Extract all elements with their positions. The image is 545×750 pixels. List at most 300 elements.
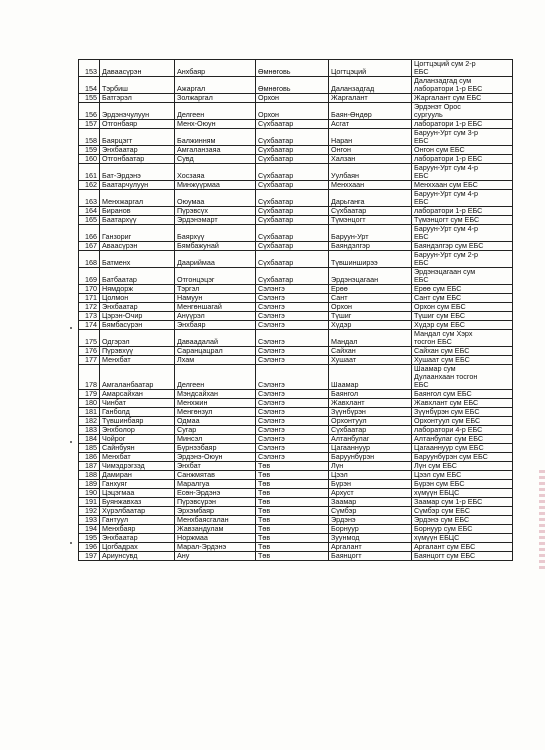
- sum-name: Мандал: [329, 330, 412, 347]
- school-name-line: Дулаанхаан тосгон: [414, 372, 478, 381]
- sum-name: Цагааннуур: [329, 444, 412, 453]
- school-name: [412, 480, 513, 489]
- student-name: Биранов: [100, 207, 175, 216]
- row-number: 192: [79, 507, 100, 516]
- parent-name: Санжмятав: [175, 471, 256, 480]
- student-name: Нямдорж: [100, 285, 175, 294]
- school-name-line: Эрдэнэ сум ЕБС: [414, 515, 470, 524]
- table-row: [79, 103, 513, 120]
- scan-speck: [70, 327, 72, 329]
- row-number: 184: [79, 435, 100, 444]
- row-number: 173: [79, 312, 100, 321]
- student-name: Менхжаргал: [100, 190, 175, 207]
- aimag-name: Сэлэнгэ: [256, 356, 329, 365]
- student-name: Энхбаатар: [100, 534, 175, 543]
- row-number: 154: [79, 77, 100, 94]
- sum-name: Уулбаян: [329, 164, 412, 181]
- parent-name: Менгөншагай: [175, 303, 256, 312]
- school-name-line: ЕБС: [414, 136, 429, 145]
- sum-name: Лүн: [329, 462, 412, 471]
- parent-name: Менгөнзул: [175, 408, 256, 417]
- student-name: Цолмон: [100, 294, 175, 303]
- row-number: 162: [79, 181, 100, 190]
- student-name: Батменх: [100, 251, 175, 268]
- student-name: Батгэрэл: [100, 94, 175, 103]
- school-name-line: Борнуур сум ЕБС: [414, 524, 473, 533]
- sum-name: Ерөө: [329, 285, 412, 294]
- table-row: [79, 242, 513, 251]
- aimag-name: Сүхбаатар: [256, 242, 329, 251]
- row-number: 167: [79, 242, 100, 251]
- school-name-line: сургууль: [414, 110, 443, 119]
- school-name-line: Зүүнбүрэн сум ЕБС: [414, 407, 480, 416]
- sum-name: Орхон: [329, 303, 412, 312]
- school-name: [412, 534, 513, 543]
- school-name: [412, 356, 513, 365]
- table-row: [79, 330, 513, 347]
- parent-name: Золжаргал: [175, 94, 256, 103]
- row-number: 181: [79, 408, 100, 417]
- sum-name: Баруун-Урт: [329, 225, 412, 242]
- row-number: 176: [79, 347, 100, 356]
- student-name: Түвшинбаяр: [100, 417, 175, 426]
- row-number: 164: [79, 207, 100, 216]
- student-name: Дамиран: [100, 471, 175, 480]
- school-name: [412, 552, 513, 561]
- sum-name: Орхонтуул: [329, 417, 412, 426]
- table-row: [79, 251, 513, 268]
- table-row: [79, 525, 513, 534]
- aimag-name: Төв: [256, 489, 329, 498]
- school-name-line: Мандал сум Хэрх: [414, 329, 473, 338]
- row-number: 188: [79, 471, 100, 480]
- school-name-line: Аргалант сум ЕБС: [414, 542, 476, 551]
- school-name-line: Хүдэр сум ЕБС: [414, 320, 465, 329]
- aimag-name: Төв: [256, 480, 329, 489]
- parent-name: Отгонцэцэг: [175, 268, 256, 285]
- school-name: [412, 399, 513, 408]
- sum-name: Наран: [329, 129, 412, 146]
- school-name: [412, 190, 513, 207]
- school-name-line: Баруун-Урт сум 4-р: [414, 163, 478, 172]
- parent-name: Сугар: [175, 426, 256, 435]
- school-name: [412, 120, 513, 129]
- school-name-line: Эрдэнэцагаан сум: [414, 267, 476, 276]
- school-name-line: Цагааннуур сум ЕБС: [414, 443, 484, 452]
- school-name: [412, 462, 513, 471]
- parent-name: Бямбажунай: [175, 242, 256, 251]
- parent-name: Энхбаяр: [175, 321, 256, 330]
- school-name: [412, 330, 513, 347]
- school-name: [412, 225, 513, 242]
- sum-name: Сүхбаатар: [329, 426, 412, 435]
- student-name: Пүрэвхүү: [100, 347, 175, 356]
- student-name: Цэцэгмаа: [100, 489, 175, 498]
- school-name-line: Даланзадгад сум: [414, 76, 472, 85]
- aimag-name: Сэлэнгэ: [256, 347, 329, 356]
- parent-name: Балжинням: [175, 129, 256, 146]
- school-name-line: Баруун-Урт сум 4-р: [414, 189, 478, 198]
- sum-name: Даланзадгад: [329, 77, 412, 94]
- school-name-line: ЕБС: [414, 258, 429, 267]
- school-name-line: Менххаан сум ЕБС: [414, 180, 478, 189]
- sum-name: Жаргалант: [329, 94, 412, 103]
- sum-name: Эрдэнэцагаан: [329, 268, 412, 285]
- row-number: 190: [79, 489, 100, 498]
- school-name: [412, 408, 513, 417]
- school-name-line: лаборатори 1-р ЕБС: [414, 84, 483, 93]
- row-number: 178: [79, 365, 100, 390]
- sum-name: Сүмбэр: [329, 507, 412, 516]
- school-name: [412, 365, 513, 390]
- sum-name: Баянгол: [329, 390, 412, 399]
- school-name: [412, 543, 513, 552]
- row-number: 197: [79, 552, 100, 561]
- row-number: 153: [79, 60, 100, 77]
- school-name: [412, 242, 513, 251]
- aimag-name: Төв: [256, 498, 329, 507]
- sum-name: Баянцогт: [329, 552, 412, 561]
- student-name: Тэрбиш: [100, 77, 175, 94]
- school-name: [412, 285, 513, 294]
- school-name-line: Ерөө сум ЕБС: [414, 284, 462, 293]
- row-number: 189: [79, 480, 100, 489]
- row-number: 170: [79, 285, 100, 294]
- row-number: 174: [79, 321, 100, 330]
- parent-name: Анхбаяр: [175, 60, 256, 77]
- student-name: Ганхуяг: [100, 480, 175, 489]
- student-name: Баярцэгт: [100, 129, 175, 146]
- aimag-name: Сүхбаатар: [256, 268, 329, 285]
- aimag-name: Сэлэнгэ: [256, 303, 329, 312]
- school-name-line: ЕБС: [414, 275, 429, 284]
- student-name: Менхбаяр: [100, 525, 175, 534]
- aimag-name: Сүхбаатар: [256, 155, 329, 164]
- row-number: 158: [79, 129, 100, 146]
- student-name: Буянжавхаз: [100, 498, 175, 507]
- row-number: 187: [79, 462, 100, 471]
- student-name: Менхбат: [100, 356, 175, 365]
- aimag-name: Сүхбаатар: [256, 225, 329, 242]
- aimag-name: Төв: [256, 543, 329, 552]
- school-name-line: Орхонтуул сум ЕБС: [414, 416, 481, 425]
- parent-name: Анүүрэл: [175, 312, 256, 321]
- row-number: 155: [79, 94, 100, 103]
- parent-name: Менхжин: [175, 399, 256, 408]
- table-row: [79, 285, 513, 294]
- school-name: [412, 453, 513, 462]
- student-name: Менхбат: [100, 453, 175, 462]
- row-number: 182: [79, 417, 100, 426]
- school-name-line: Түшиг сум ЕБС: [414, 311, 466, 320]
- sum-name: Архуст: [329, 489, 412, 498]
- sum-name: Түмэнцогт: [329, 216, 412, 225]
- school-name-line: Заамар сум 1-р ЕБС: [414, 497, 483, 506]
- school-name-line: Баяндэлгэр сум ЕБС: [414, 241, 484, 250]
- parent-name: Саранцацрал: [175, 347, 256, 356]
- aimag-name: Сүхбаатар: [256, 207, 329, 216]
- aimag-name: Төв: [256, 534, 329, 543]
- parent-name: Минсэл: [175, 435, 256, 444]
- school-name-line: Хушаат сум ЕБС: [414, 355, 470, 364]
- row-number: 194: [79, 525, 100, 534]
- row-number: 166: [79, 225, 100, 242]
- table-row: [79, 552, 513, 561]
- school-name: [412, 155, 513, 164]
- school-name: [412, 103, 513, 120]
- row-number: 195: [79, 534, 100, 543]
- aimag-name: Сэлэнгэ: [256, 365, 329, 390]
- parent-name: Жавзандулам: [175, 525, 256, 534]
- school-name: [412, 164, 513, 181]
- student-name: Цэрэн-Очир: [100, 312, 175, 321]
- school-name: [412, 129, 513, 146]
- aimag-name: Сэлэнгэ: [256, 453, 329, 462]
- aimag-name: Сэлэнгэ: [256, 426, 329, 435]
- school-name: [412, 489, 513, 498]
- table-row: [79, 207, 513, 216]
- parent-name: Менхбаясгалан: [175, 516, 256, 525]
- school-name-line: Баруун-Урт сум 2-р: [414, 250, 478, 259]
- school-name: [412, 77, 513, 94]
- row-number: 159: [79, 146, 100, 155]
- sum-name: Жавхлант: [329, 399, 412, 408]
- aimag-name: Сэлэнгэ: [256, 417, 329, 426]
- school-name-line: ЕБС: [414, 67, 429, 76]
- sum-name: Сүхбаатар: [329, 207, 412, 216]
- aimag-name: Төв: [256, 552, 329, 561]
- parent-name: Эрдэнэмарт: [175, 216, 256, 225]
- table-row: [79, 225, 513, 242]
- table-row: [79, 489, 513, 498]
- aimag-name: Сүхбаатар: [256, 164, 329, 181]
- aimag-name: Сүхбаатар: [256, 181, 329, 190]
- table-row: [79, 181, 513, 190]
- table-row: [79, 453, 513, 462]
- aimag-name: Сэлэнгэ: [256, 285, 329, 294]
- sum-name: Аргалант: [329, 543, 412, 552]
- school-name-line: Баруун-Урт сум 4-р: [414, 224, 478, 233]
- school-name-line: Орхон сум ЕБС: [414, 302, 466, 311]
- school-name: [412, 347, 513, 356]
- sum-name: Алтанбулаг: [329, 435, 412, 444]
- student-name: Хүрэлбаатар: [100, 507, 175, 516]
- aimag-name: Сэлэнгэ: [256, 321, 329, 330]
- table-row: [79, 347, 513, 356]
- parent-name: Есөн-Эрдэнэ: [175, 489, 256, 498]
- table-row: [79, 356, 513, 365]
- student-name: Отгонбаяр: [100, 120, 175, 129]
- school-name: [412, 94, 513, 103]
- sum-name: Бүрэн: [329, 480, 412, 489]
- school-name-line: Сант сум ЕБС: [414, 293, 462, 302]
- school-name-line: тосгон ЕБС: [414, 337, 452, 346]
- school-name: [412, 294, 513, 303]
- school-name-line: лаборатори 1-р ЕБС: [414, 206, 483, 215]
- school-name-line: Цээл сум ЕБС: [414, 470, 462, 479]
- aimag-name: Сүхбаатар: [256, 216, 329, 225]
- school-name-line: Түмэнцогт сум ЕБС: [414, 215, 480, 224]
- aimag-name: Өмнөговь: [256, 60, 329, 77]
- school-name-line: ЕБС: [414, 380, 429, 389]
- row-number: 186: [79, 453, 100, 462]
- school-name: [412, 268, 513, 285]
- table-row: [79, 480, 513, 489]
- student-name: Сайнбуян: [100, 444, 175, 453]
- sum-name: Борнуур: [329, 525, 412, 534]
- table-row: [79, 399, 513, 408]
- parent-name: Ажаргал: [175, 77, 256, 94]
- row-number: 168: [79, 251, 100, 268]
- table-row: [79, 60, 513, 77]
- sum-name: Сайхан: [329, 347, 412, 356]
- row-number: 193: [79, 516, 100, 525]
- school-name-line: ЕБС: [414, 171, 429, 180]
- sum-name: Цогтцэций: [329, 60, 412, 77]
- parent-name: Амгаланзаяа: [175, 146, 256, 155]
- parent-name: Оюумаа: [175, 190, 256, 207]
- school-name: [412, 321, 513, 330]
- aimag-name: Сүхбаатар: [256, 190, 329, 207]
- sum-name: Зуунмод: [329, 534, 412, 543]
- school-name-line: хүмүүн ЕБЦС: [414, 533, 460, 542]
- table-row: [79, 294, 513, 303]
- table-row: [79, 444, 513, 453]
- parent-name: Бүрнээбаяр: [175, 444, 256, 453]
- aimag-name: Төв: [256, 516, 329, 525]
- school-name: [412, 498, 513, 507]
- page-edge-stamp: [539, 470, 545, 570]
- school-name: [412, 251, 513, 268]
- student-name: Чимэдрэгзэд: [100, 462, 175, 471]
- row-number: 160: [79, 155, 100, 164]
- school-name: [412, 303, 513, 312]
- sum-name: Дарьганга: [329, 190, 412, 207]
- table-row: [79, 129, 513, 146]
- student-name: Отгонбаатар: [100, 155, 175, 164]
- parent-name: Даариймаа: [175, 251, 256, 268]
- student-name: Ганзориг: [100, 225, 175, 242]
- sum-name: Баруунбүрэн: [329, 453, 412, 462]
- table-row: [79, 303, 513, 312]
- aimag-name: Төв: [256, 525, 329, 534]
- table-row: [79, 516, 513, 525]
- sum-name: Баян-Өндөр: [329, 103, 412, 120]
- student-name: Цогбадрах: [100, 543, 175, 552]
- table-row: [79, 390, 513, 399]
- school-name: [412, 390, 513, 399]
- row-number: 183: [79, 426, 100, 435]
- school-name-line: Жаргалант сум ЕБС: [414, 93, 482, 102]
- school-name-line: хүмүүн ЕБЦС: [414, 488, 460, 497]
- parent-name: Минжүүрмаа: [175, 181, 256, 190]
- student-name: Чойрог: [100, 435, 175, 444]
- parent-name: Менх-Оюун: [175, 120, 256, 129]
- school-name-line: Лүн сум ЕБС: [414, 461, 457, 470]
- table-row: [79, 155, 513, 164]
- row-number: 165: [79, 216, 100, 225]
- scan-speck: [70, 542, 72, 544]
- student-table: [78, 59, 513, 561]
- table-row: [79, 435, 513, 444]
- table-row: [79, 507, 513, 516]
- table-row: [79, 365, 513, 390]
- student-table-body: [79, 60, 513, 561]
- table-row: [79, 312, 513, 321]
- student-name: Энхболор: [100, 426, 175, 435]
- school-name-line: ЕБС: [414, 232, 429, 241]
- aimag-name: Сэлэнгэ: [256, 408, 329, 417]
- table-row: [79, 77, 513, 94]
- sum-name: Шаамар: [329, 365, 412, 390]
- student-name: Баатарчулуун: [100, 181, 175, 190]
- school-name-line: Баруунбүрэн сум ЕБС: [414, 452, 488, 461]
- school-name-line: лаборатори 1-р ЕБС: [414, 154, 483, 163]
- parent-name: Эрхэмбаяр: [175, 507, 256, 516]
- aimag-name: Төв: [256, 471, 329, 480]
- student-name: Баатархүү: [100, 216, 175, 225]
- sum-name: Баяндэлгэр: [329, 242, 412, 251]
- parent-name: Тэргэл: [175, 285, 256, 294]
- sum-name: Түвшинширээ: [329, 251, 412, 268]
- school-name-line: Баянгол сум ЕБС: [414, 389, 472, 398]
- sum-name: Эрдэнэ: [329, 516, 412, 525]
- aimag-name: Сэлэнгэ: [256, 399, 329, 408]
- school-name: [412, 312, 513, 321]
- school-name: [412, 435, 513, 444]
- student-name: Амарсайхан: [100, 390, 175, 399]
- parent-name: Даваадалай: [175, 330, 256, 347]
- student-name: Авааcүрэн: [100, 242, 175, 251]
- school-name: [412, 516, 513, 525]
- aimag-name: Сэлэнгэ: [256, 312, 329, 321]
- aimag-name: Сэлэнгэ: [256, 390, 329, 399]
- table-row: [79, 471, 513, 480]
- sum-name: Хушаат: [329, 356, 412, 365]
- student-name: Бямбасүрэн: [100, 321, 175, 330]
- parent-name: Одмаа: [175, 417, 256, 426]
- school-name-line: лаборатори 4-р ЕБС: [414, 425, 483, 434]
- parent-name: Ану: [175, 552, 256, 561]
- table-row: [79, 321, 513, 330]
- row-number: 161: [79, 164, 100, 181]
- parent-name: Делгеен: [175, 103, 256, 120]
- aimag-name: Орхон: [256, 103, 329, 120]
- student-name: Бат-Эрдэнэ: [100, 164, 175, 181]
- row-number: 171: [79, 294, 100, 303]
- row-number: 191: [79, 498, 100, 507]
- school-name: [412, 426, 513, 435]
- row-number: 172: [79, 303, 100, 312]
- student-name: Энхбаатар: [100, 303, 175, 312]
- school-name: [412, 444, 513, 453]
- sum-name: Цээл: [329, 471, 412, 480]
- school-name: [412, 525, 513, 534]
- aimag-name: Сэлэнгэ: [256, 444, 329, 453]
- sum-name: Халзан: [329, 155, 412, 164]
- table-row: [79, 417, 513, 426]
- parent-name: Марал-Эрдэнэ: [175, 543, 256, 552]
- aimag-name: Сэлэнгэ: [256, 330, 329, 347]
- table-row: [79, 190, 513, 207]
- table-row: [79, 543, 513, 552]
- parent-name: Маралгуа: [175, 480, 256, 489]
- row-number: 169: [79, 268, 100, 285]
- sum-name: Түшиг: [329, 312, 412, 321]
- table-row: [79, 164, 513, 181]
- student-name: Эрдэнэчулуун: [100, 103, 175, 120]
- school-name-line: Жавхлант сум ЕБС: [414, 398, 479, 407]
